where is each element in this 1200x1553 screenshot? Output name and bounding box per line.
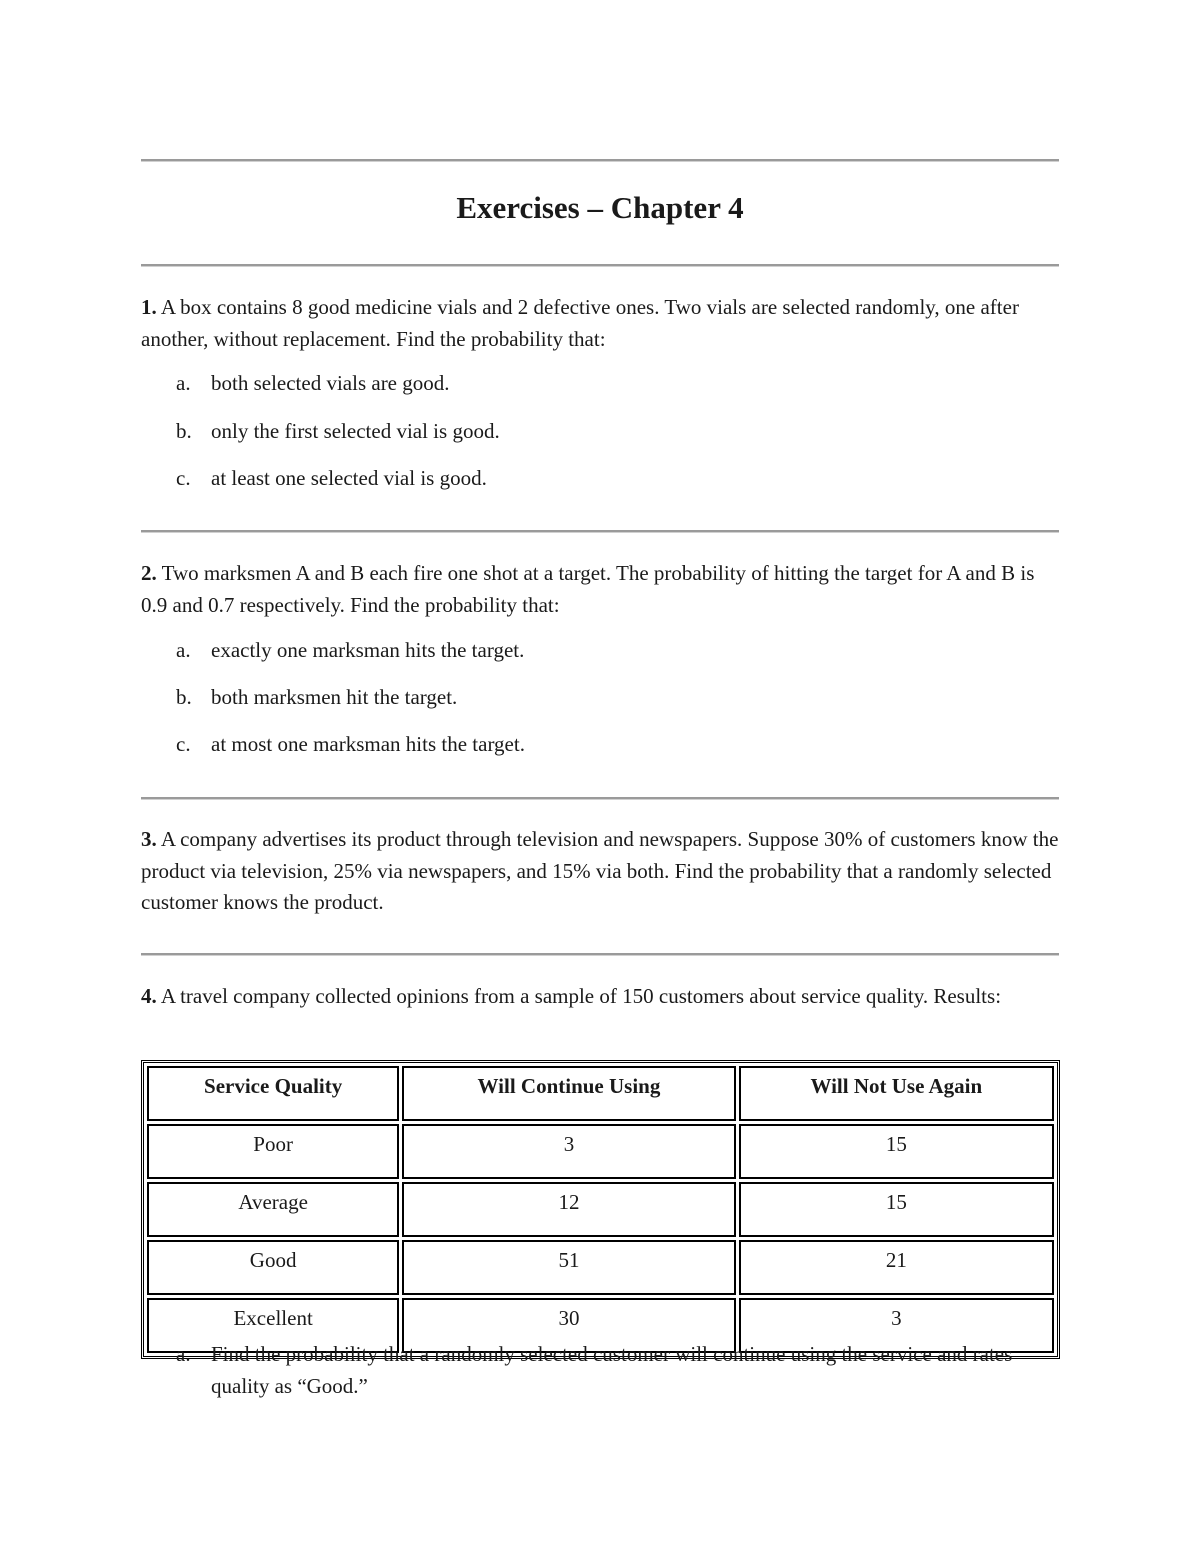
section-rule — [141, 530, 1059, 533]
list-item — [176, 463, 1036, 495]
question-4 — [141, 981, 1059, 1013]
item-label: a. — [176, 1342, 191, 1366]
section-rule — [141, 797, 1059, 800]
question-1 — [141, 292, 1059, 355]
table-header-row — [147, 1066, 1054, 1121]
question-text: A travel company collected opinions from a sample of 150 customers about service quality. Results: — [160, 984, 1002, 1008]
table-cell: 3 — [739, 1298, 1054, 1353]
column-header: Will Not Use Again — [739, 1066, 1054, 1121]
question-number: 4. — [141, 984, 157, 1008]
item-text: Find the probability that a randomly selected customer will continue using the service and rates quality as “Good.” — [211, 1342, 1013, 1398]
question-number: 1. — [141, 295, 157, 319]
table-cell: 21 — [739, 1240, 1054, 1295]
list-item — [176, 682, 1036, 714]
item-text: at most one marksman hits the target. — [211, 732, 525, 756]
top-rule — [141, 159, 1059, 162]
table-cell: 12 — [402, 1182, 735, 1237]
table-row — [147, 1240, 1054, 1295]
table-cell: Poor — [147, 1124, 399, 1179]
list-item — [176, 368, 1036, 400]
question-text: Two marksmen A and B each fire one shot at a target. The probability of hitting the target for A and B is 0.9 and 0.7 respectively. Find the probability that: — [141, 561, 1035, 617]
table-cell: Good — [147, 1240, 399, 1295]
item-text: both selected vials are good. — [211, 371, 450, 395]
table-cell: 3 — [402, 1124, 735, 1179]
item-label: c. — [176, 732, 191, 756]
section-rule — [141, 953, 1059, 956]
table-cell: Excellent — [147, 1298, 399, 1353]
item-text: at least one selected vial is good. — [211, 466, 487, 490]
question-text: A box contains 8 good medicine vials and 2 defective ones. Two vials are selected randomly, one after another, without replacement. Find the probability that: — [141, 295, 1019, 351]
column-header: Service Quality — [147, 1066, 399, 1121]
table-cell: 51 — [402, 1240, 735, 1295]
item-label: b. — [176, 419, 192, 443]
list-item — [176, 1339, 1036, 1402]
item-label: a. — [176, 371, 191, 395]
item-label: b. — [176, 685, 192, 709]
page-title: Exercises – Chapter 4 — [456, 190, 744, 225]
table-cell: 30 — [402, 1298, 735, 1353]
table-row — [147, 1182, 1054, 1237]
question-number: 2. — [141, 561, 157, 585]
title-rule — [141, 264, 1059, 267]
column-header: Will Continue Using — [402, 1066, 735, 1121]
question-2 — [141, 558, 1059, 621]
question-text: A company advertises its product through television and newspapers. Suppose 30% of customers know the product via television, 25% via newspapers, and 15% via both. Find the probability that a randomly selected customer knows the product. — [141, 827, 1059, 914]
item-text: both marksmen hit the target. — [211, 685, 458, 709]
question-3 — [141, 824, 1059, 919]
item-label: c. — [176, 466, 191, 490]
table-cell: 15 — [739, 1182, 1054, 1237]
results-table — [141, 1060, 1060, 1359]
table-cell: Average — [147, 1182, 399, 1237]
table-cell: 15 — [739, 1124, 1054, 1179]
question-number: 3. — [141, 827, 157, 851]
list-item — [176, 416, 1036, 448]
list-item — [176, 635, 1036, 667]
list-item — [176, 729, 1036, 761]
item-label: a. — [176, 638, 191, 662]
item-text: exactly one marksman hits the target. — [211, 638, 525, 662]
table-row — [147, 1124, 1054, 1179]
item-text: only the first selected vial is good. — [211, 419, 500, 443]
